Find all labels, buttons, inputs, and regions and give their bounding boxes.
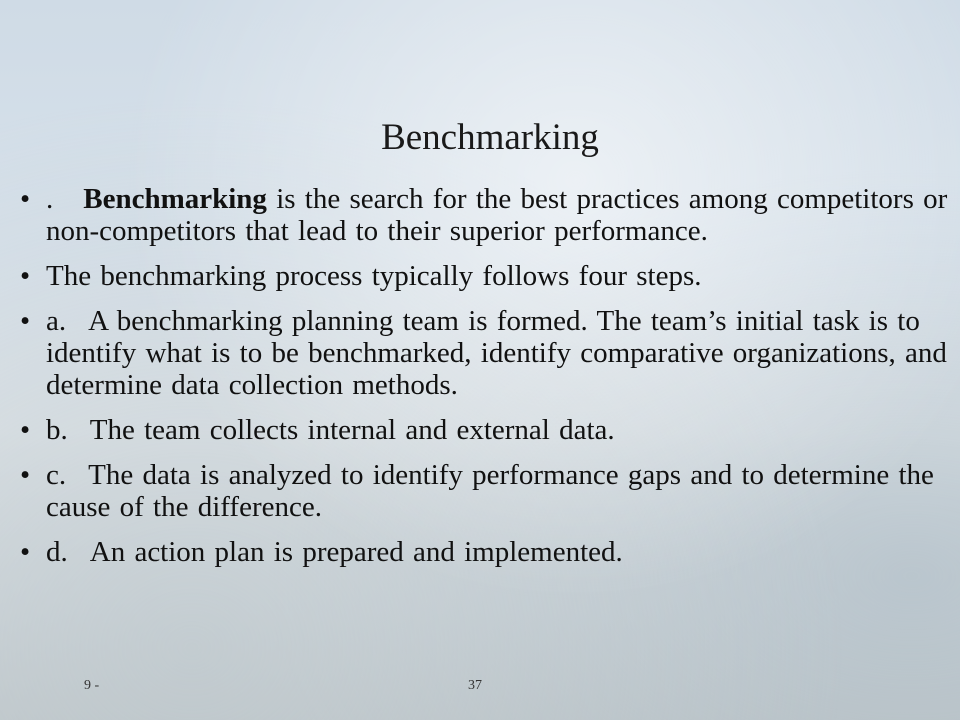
- bullet-item: [20, 305, 950, 401]
- bullet-item: [20, 536, 950, 568]
- bullet-text: A benchmarking planning team is formed. The team’s initial task is to identify what is to be benchmarked, identify comparative organizations, and determine data collection methods.: [46, 305, 947, 401]
- bullet-icon: •: [20, 459, 31, 491]
- bullet-item: [20, 183, 950, 247]
- bullet-item: [20, 414, 950, 446]
- bullet-icon: •: [20, 260, 31, 292]
- bullet-text: is the search for the best practices among competitors or non-competitors that lead to their superior performance.: [46, 183, 948, 247]
- footer-page-number: 37: [468, 678, 482, 693]
- bullet-icon: •: [20, 183, 31, 215]
- bullet-prefix: c.: [46, 459, 67, 491]
- footer-chapter: 9 -: [84, 678, 100, 693]
- bullet-text: The benchmarking process typically follows four steps.: [46, 260, 702, 292]
- bullet-item: [20, 459, 950, 523]
- bullet-icon: •: [20, 414, 31, 446]
- slide-title: Benchmarking: [381, 117, 599, 158]
- bullet-prefix: d.: [46, 536, 68, 568]
- bullet-prefix: b.: [46, 414, 68, 446]
- bullet-prefix: .: [46, 183, 54, 215]
- bullet-icon: •: [20, 536, 31, 568]
- bullet-list: [20, 183, 950, 581]
- bullet-text: The data is analyzed to identify performance gaps and to determine the cause of the difference.: [46, 459, 934, 523]
- bullet-item: [20, 260, 950, 292]
- bullet-text: An action plan is prepared and implemented.: [89, 536, 623, 568]
- bullet-bold-term: Benchmarking: [83, 183, 267, 215]
- bullet-icon: •: [20, 305, 31, 337]
- bullet-prefix: a.: [46, 305, 67, 337]
- bullet-text: The team collects internal and external data.: [89, 414, 615, 446]
